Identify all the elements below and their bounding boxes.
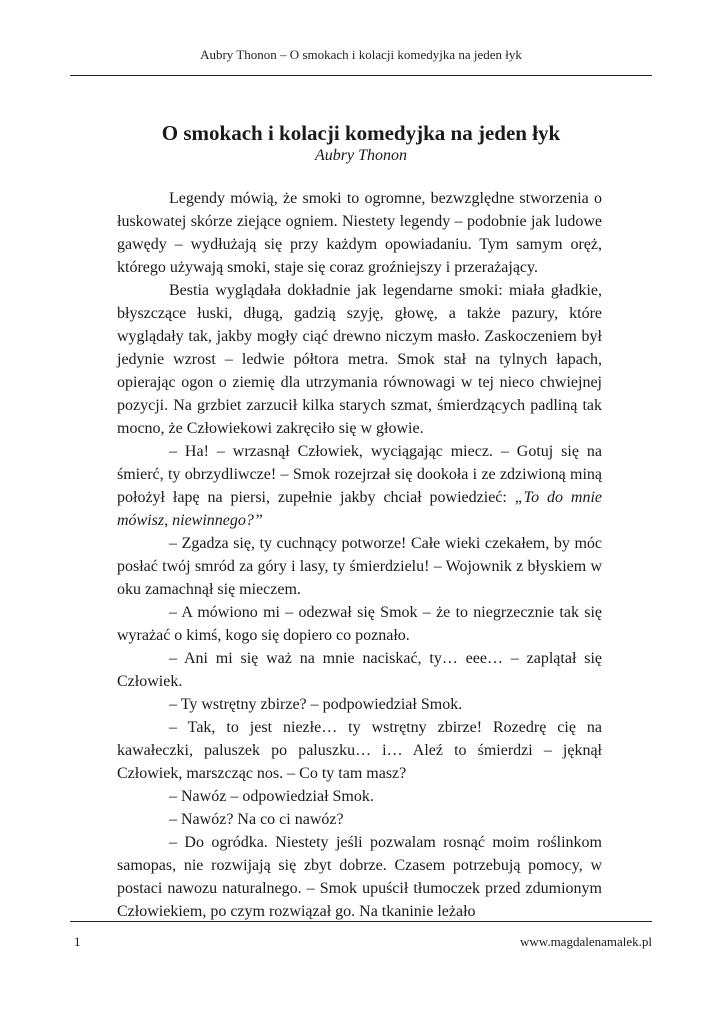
paragraph-6: – Ani mi się waż na mnie naciskać, ty… eee… – zaplątał się Człowiek. bbox=[117, 650, 602, 690]
paragraph-8: – Tak, to jest niezłe… ty wstrętny zbirze! Rozedrę cię na kawałeczki, paluszek po paluszku… i… Aleź to śmierdzi – jęknął Człowiek, marszcząc nos. – Co ty tam masz? bbox=[117, 719, 602, 782]
document-body bbox=[117, 187, 602, 923]
paragraph-9: – Nawóz – odpowiedział Smok. bbox=[169, 788, 374, 805]
page-number: 1 bbox=[74, 934, 81, 949]
footer-divider bbox=[70, 921, 652, 922]
paragraph-1: Legendy mówią, że smoki to ogromne, bezwzględne stworzenia o łuskowatej skórze ziejące ogniem. Niestety legendy – podobnie jak ludowe gawędy – wydłużają się przy każdym opowiadaniu. Tym samym oręż, którego używają smoki, staje się coraz groźniejszy i przerażający. bbox=[117, 190, 602, 276]
header-divider bbox=[70, 75, 652, 76]
paragraph-7: – Ty wstrętny zbirze? – podpowiedział Smok. bbox=[169, 696, 463, 713]
paragraph-3-italic: „To do mnie mówisz, niewinnego?” bbox=[117, 489, 603, 529]
paragraph-11: – Do ogródka. Niestety jeśli pozwalam rosnąć moim roślinkom samopas, nie rozwijają się zbyt dobrze. Czasem potrzebują pomocy, w postaci nawozu naturalnego. – Smok upuścił tłumoczek przed zdumionym Człowiekiem, po czym rozwiązał go. Na tkaninie leżało bbox=[117, 834, 602, 920]
paragraph-3 bbox=[117, 440, 602, 532]
document-title: O smokach i kolacji komedyjka na jeden łyk bbox=[161, 121, 561, 145]
paragraph-4: – Zgadza się, ty cuchnący potworze! Całe wieki czekałem, by móc posłać twój smród za góry i lasy, ty śmierdzielu! – Wojownik z błyskiem w oku zamachnął się mieczem. bbox=[117, 535, 602, 598]
paragraph-5: – A mówiono mi – odezwał się Smok – że to niegrzecznie tak się wyrażać o kimś, kogo się dopiero co poznało. bbox=[117, 604, 602, 644]
paragraph-2: Bestia wyglądała dokładnie jak legendarne smoki: miała gładkie, błyszczące łuski, długą, gadzią szyję, głowę, a także pazury, które wyglądały tak, jakby mogły ciąć drewno niczym masło. Zaskoczeniem był jedynie wzrost – ledwie półtora metra. Smok stał na tylnych łapach, opierając ogon o ziemię dla utrzymania równowagi w tej nieco chwiejnej pozycji. Na grzbiet zarzucił kilka starych szmat, śmierdzących padliną tak mocno, że Człowiekowi zakręciło się w głowie. bbox=[117, 282, 602, 437]
footer-url: www.magdalenamalek.pl bbox=[520, 934, 652, 949]
running-header: Aubry Thonon – O smokach i kolacji komedyjka na jeden łyk bbox=[200, 47, 522, 62]
document-author: Aubry Thonon bbox=[315, 147, 407, 164]
paragraph-10: – Nawóz? Na co ci nawóz? bbox=[169, 811, 344, 828]
paragraph-3-text: – Ha! – wrzasnął Człowiek, wyciągając miecz. – Gotuj się na śmierć, ty obrzydliwcze! – Smok rozejrzał się dookoła i ze zdziwioną miną położył łapę na piersi, zupełnie jakby chciał powiedzieć: bbox=[117, 443, 602, 506]
